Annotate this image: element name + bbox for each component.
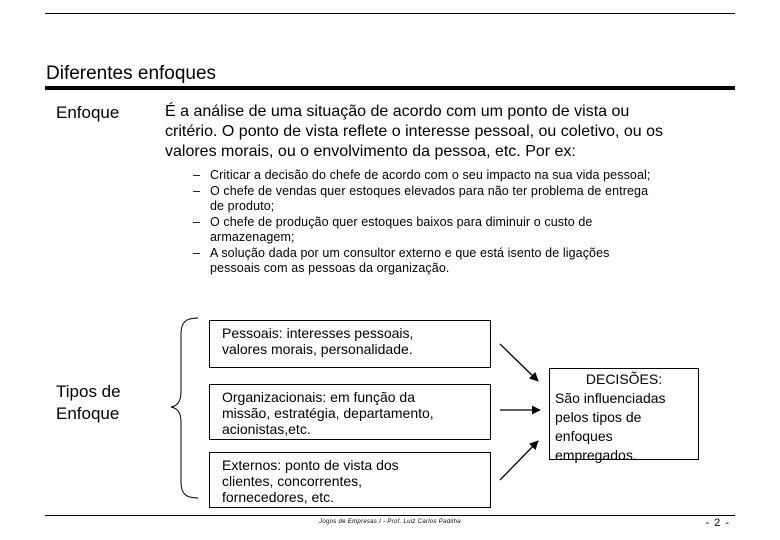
decisoes-line: empregados. bbox=[555, 447, 637, 463]
tipos-label-line: Tipos de bbox=[56, 382, 121, 401]
example-line: de produto; bbox=[210, 199, 275, 213]
box-externos bbox=[209, 452, 491, 508]
example-line: O chefe de vendas quer estoques elevados para não ter problema de entrega bbox=[210, 183, 649, 198]
decisoes-line: pelos tipos de bbox=[555, 409, 642, 425]
box-decisoes bbox=[549, 368, 699, 463]
example-line: A solução dada por um consultor externo e que está isento de ligações bbox=[210, 245, 610, 260]
example-line: armazenagem; bbox=[210, 230, 295, 244]
box-line: Pessoais: interesses pessoais, bbox=[222, 325, 414, 341]
decisoes-line: enfoques bbox=[555, 428, 613, 444]
enfoque-label: Enfoque bbox=[56, 103, 120, 122]
decisoes-line: São influenciadas bbox=[555, 390, 666, 406]
example-line: Criticar a decisão do chefe de acordo com o seu impacto na sua vida pessoal; bbox=[210, 168, 651, 182]
curly-brace bbox=[171, 318, 198, 498]
definition-line: valores morais, ou o envolvimento da pessoa, etc. Por ex: bbox=[165, 143, 576, 160]
definition-line: É a análise de uma situação de acordo com um ponto de vista ou bbox=[165, 103, 630, 120]
bullet-dash: – bbox=[193, 214, 201, 229]
box-pessoais bbox=[209, 320, 491, 368]
bullet-dash: – bbox=[193, 245, 201, 260]
box-line: Organizacionais: em função da bbox=[222, 389, 415, 405]
bullet-dash: – bbox=[193, 168, 201, 182]
box-line: Externos: ponto de vista dos bbox=[222, 457, 399, 473]
bottom-rule bbox=[45, 515, 735, 516]
footer-credit: Jogos de Empresas I - Prof. Luiz Carlos Padilha bbox=[319, 519, 461, 525]
box-line: missão, estratégia, departamento, bbox=[222, 405, 434, 421]
arrow-pessoais-to-decisoes bbox=[500, 344, 538, 381]
slide-title: Diferentes enfoques bbox=[46, 63, 217, 84]
box-line: clientes, concorrentes, bbox=[222, 473, 363, 489]
box-organizacionais bbox=[209, 384, 491, 440]
box-line: fornecedores, etc. bbox=[222, 489, 335, 505]
bullet-dash: – bbox=[193, 183, 201, 198]
arrow-externos-to-decisoes bbox=[500, 441, 538, 480]
example-line: O chefe de produção quer estoques baixos para diminuir o custo de bbox=[210, 214, 593, 229]
box-line: valores morais, personalidade. bbox=[222, 341, 413, 357]
decisoes-title: DECISÕES: bbox=[585, 371, 663, 387]
tipos-label-line: Enfoque bbox=[56, 404, 120, 423]
page-number: - 2 - bbox=[705, 517, 730, 529]
example-line: pessoais com as pessoas da organização. bbox=[210, 261, 450, 275]
definition-line: critério. O ponto de vista reflete o interesse pessoal, ou coletivo, ou os bbox=[165, 123, 664, 140]
box-line: acionistas,etc. bbox=[222, 421, 311, 437]
